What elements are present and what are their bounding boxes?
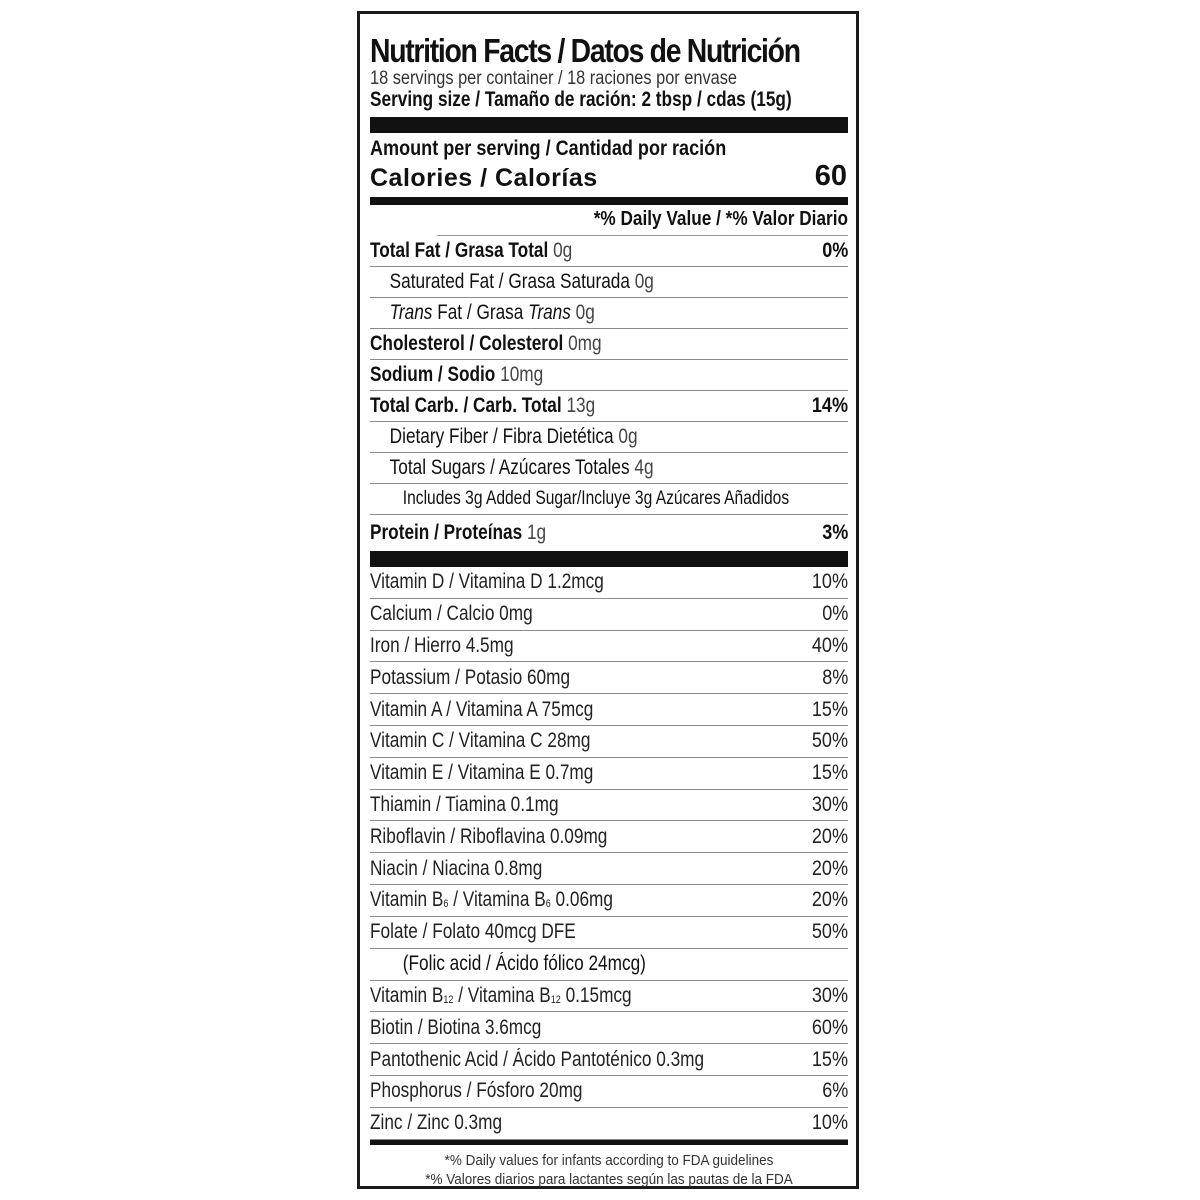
amount-per-serving: Amount per serving / Cantidad por ración <box>370 137 727 160</box>
divider-medium <box>370 197 848 205</box>
vitamin-row-vitamin-c <box>370 726 848 758</box>
vitamin-row-riboflavin <box>370 821 848 853</box>
nutrient-name: Total Sugars / Azúcares Totales <box>389 456 630 479</box>
nutrient-name: Total Carb. / Carb. Total <box>370 394 562 417</box>
vitamin-name: (Folic acid / Ácido fólico 24mcg) <box>402 952 646 976</box>
vitamin-dv: 50% <box>811 920 848 944</box>
calories-value: 60 <box>814 160 847 192</box>
vitamin-name: Thiamin / Tiamina 0.1mg <box>370 792 559 816</box>
vitamin-name: Phosphorus / Fósforo 20mg <box>370 1079 583 1103</box>
nutrient-amount: 4g <box>634 456 654 479</box>
nutrient-amount: 1g <box>526 521 547 544</box>
daily-value-header: *% Daily Value / *% Valor Diario <box>437 205 848 236</box>
calories-label: Calories / Calorías <box>370 164 598 192</box>
nutrient-amount: 13g <box>566 394 596 417</box>
servings-per-container: 18 servings per container / 18 raciones por envase <box>370 68 737 89</box>
vitamin-row-folate <box>370 917 848 949</box>
vitamin-name: Riboflavin / Riboflavina 0.09mg <box>370 824 608 848</box>
nutrient-row-protein <box>370 515 848 551</box>
nutrient-amount: 0g <box>553 239 573 262</box>
vitamin-dv: 6% <box>821 1079 848 1103</box>
vitamin-row-vitamin-a <box>370 694 848 726</box>
vitamin-row-phosphorus <box>370 1076 848 1108</box>
vitamin-dv: 60% <box>811 1015 848 1039</box>
nutrient-row-total-carb <box>370 391 848 422</box>
divider-thick <box>370 117 848 133</box>
vitamin-dv: 10% <box>811 570 848 594</box>
nutrient-row-trans-fat <box>370 298 848 329</box>
vitamin-row-zinc <box>370 1108 848 1140</box>
nutrient-name: Total Fat / Grasa Total <box>370 239 549 262</box>
vitamin-dv: 0% <box>821 602 848 626</box>
nutrient-name: Saturated Fat / Grasa Saturada <box>389 270 630 293</box>
nutrient-amount: 0g <box>618 425 638 448</box>
vitamin-name: Vitamin A / Vitamina A 75mcg <box>370 697 594 721</box>
nutrient-row-dietary-fiber <box>370 422 848 453</box>
vitamin-dv: 20% <box>811 824 848 848</box>
nutrient-row-saturated-fat <box>370 267 848 298</box>
vitamin-row-biotin <box>370 1012 848 1044</box>
nutrient-row-cholesterol <box>370 329 848 360</box>
vitamin-row-potassium <box>370 662 848 694</box>
divider-footer <box>370 1140 848 1145</box>
vitamin-name: Vitamin D / Vitamina D 1.2mcg <box>370 570 604 594</box>
vitamin-row-vitamin-b6 <box>370 885 848 917</box>
vitamin-row-vitamin-e <box>370 758 848 790</box>
vitamin-row-iron <box>370 631 848 663</box>
vitamin-row-vitamin-b12 <box>370 981 848 1013</box>
nutrient-name: Dietary Fiber / Fibra Dietética <box>389 425 614 448</box>
vitamin-row-calcium <box>370 599 848 631</box>
vitamin-name: Biotin / Biotina 3.6mcg <box>370 1015 542 1039</box>
vitamin-dv: 30% <box>811 792 848 816</box>
vitamin-row-folic-acid <box>370 949 848 981</box>
nutrient-name: Protein / Proteínas <box>370 521 523 544</box>
nutrition-facts-label <box>357 11 859 1189</box>
vitamin-dv: 20% <box>811 856 848 880</box>
vitamin-name: Zinc / Zinc 0.3mg <box>370 1111 503 1135</box>
vitamin-dv: 40% <box>811 633 848 657</box>
nutrient-dv: 3% <box>821 521 848 544</box>
vitamin-dv: 15% <box>811 761 848 785</box>
vitamin-dv: 50% <box>811 729 848 753</box>
calories-row <box>370 161 848 193</box>
vitamin-name: Calcium / Calcio 0mg <box>370 602 533 626</box>
vitamin-name: Vitamin $B_{12}$ / Vitamina $B_{12}$ 0.15mcg <box>370 983 632 1007</box>
vitamin-dv: 20% <box>811 888 848 912</box>
nutrient-name: Cholesterol / Colesterol <box>370 332 564 355</box>
nutrient-row-total-fat <box>370 236 848 267</box>
nutrient-amount: 10mg <box>500 363 544 386</box>
vitamin-row-thiamin <box>370 790 848 822</box>
nutrient-amount: 0mg <box>568 332 602 355</box>
vitamin-dv: 15% <box>811 1047 848 1071</box>
label-title: Nutrition Facts / Datos de Nutrición <box>370 32 800 69</box>
vitamin-name: Niacin / Niacina 0.8mg <box>370 856 543 880</box>
nutrient-amount: 0g <box>575 301 595 324</box>
vitamin-dv: 10% <box>811 1111 848 1135</box>
vitamin-row-pantothenic-acid <box>370 1044 848 1076</box>
nutrient-row-total-sugars <box>370 453 848 484</box>
nutrient-amount: 0g <box>634 270 654 293</box>
vitamin-name: Vitamin E / Vitamina E 0.7mg <box>370 761 594 785</box>
footnote-spanish: *% Valores diarios para lactantes según las pautas de la FDA <box>425 1170 793 1188</box>
vitamin-name: Potassium / Potasio 60mg <box>370 665 571 689</box>
nutrient-row-added-sugars <box>370 484 848 515</box>
nutrient-name: Fat / Grasa <box>432 301 529 324</box>
vitamin-dv: 8% <box>821 665 848 689</box>
nutrient-row-sodium <box>370 360 848 391</box>
vitamin-row-vitamin-d <box>370 567 848 599</box>
divider-thick <box>370 551 848 567</box>
footnote-english: *% Daily values for infants according to FDA guidelines <box>444 1151 774 1169</box>
serving-size: Serving size / Tamaño de ración: 2 tbsp / cdas (15g) <box>370 88 792 111</box>
vitamin-row-niacin <box>370 853 848 885</box>
nutrient-name-italic: Trans <box>389 301 433 324</box>
nutrient-dv: 0% <box>821 239 848 262</box>
nutrient-name-italic: Trans <box>528 301 571 324</box>
nutrient-name: Sodium / Sodio <box>370 363 496 386</box>
nutrient-name: Includes 3g Added Sugar/Incluye 3g Azúcares Añadidos <box>402 488 790 509</box>
vitamin-name: Iron / Hierro 4.5mg <box>370 633 514 657</box>
vitamin-name: Pantothenic Acid / Ácido Pantoténico 0.3mg <box>370 1047 705 1071</box>
vitamin-dv: 15% <box>811 697 848 721</box>
vitamin-dv: 30% <box>811 983 848 1007</box>
nutrient-dv: 14% <box>811 394 848 417</box>
vitamin-name: Vitamin $B_6$ / Vitamina $B_6$ 0.06mg <box>370 888 613 912</box>
vitamin-name: Folate / Folato 40mcg DFE <box>370 920 576 944</box>
vitamin-name: Vitamin C / Vitamina C 28mg <box>370 729 591 753</box>
